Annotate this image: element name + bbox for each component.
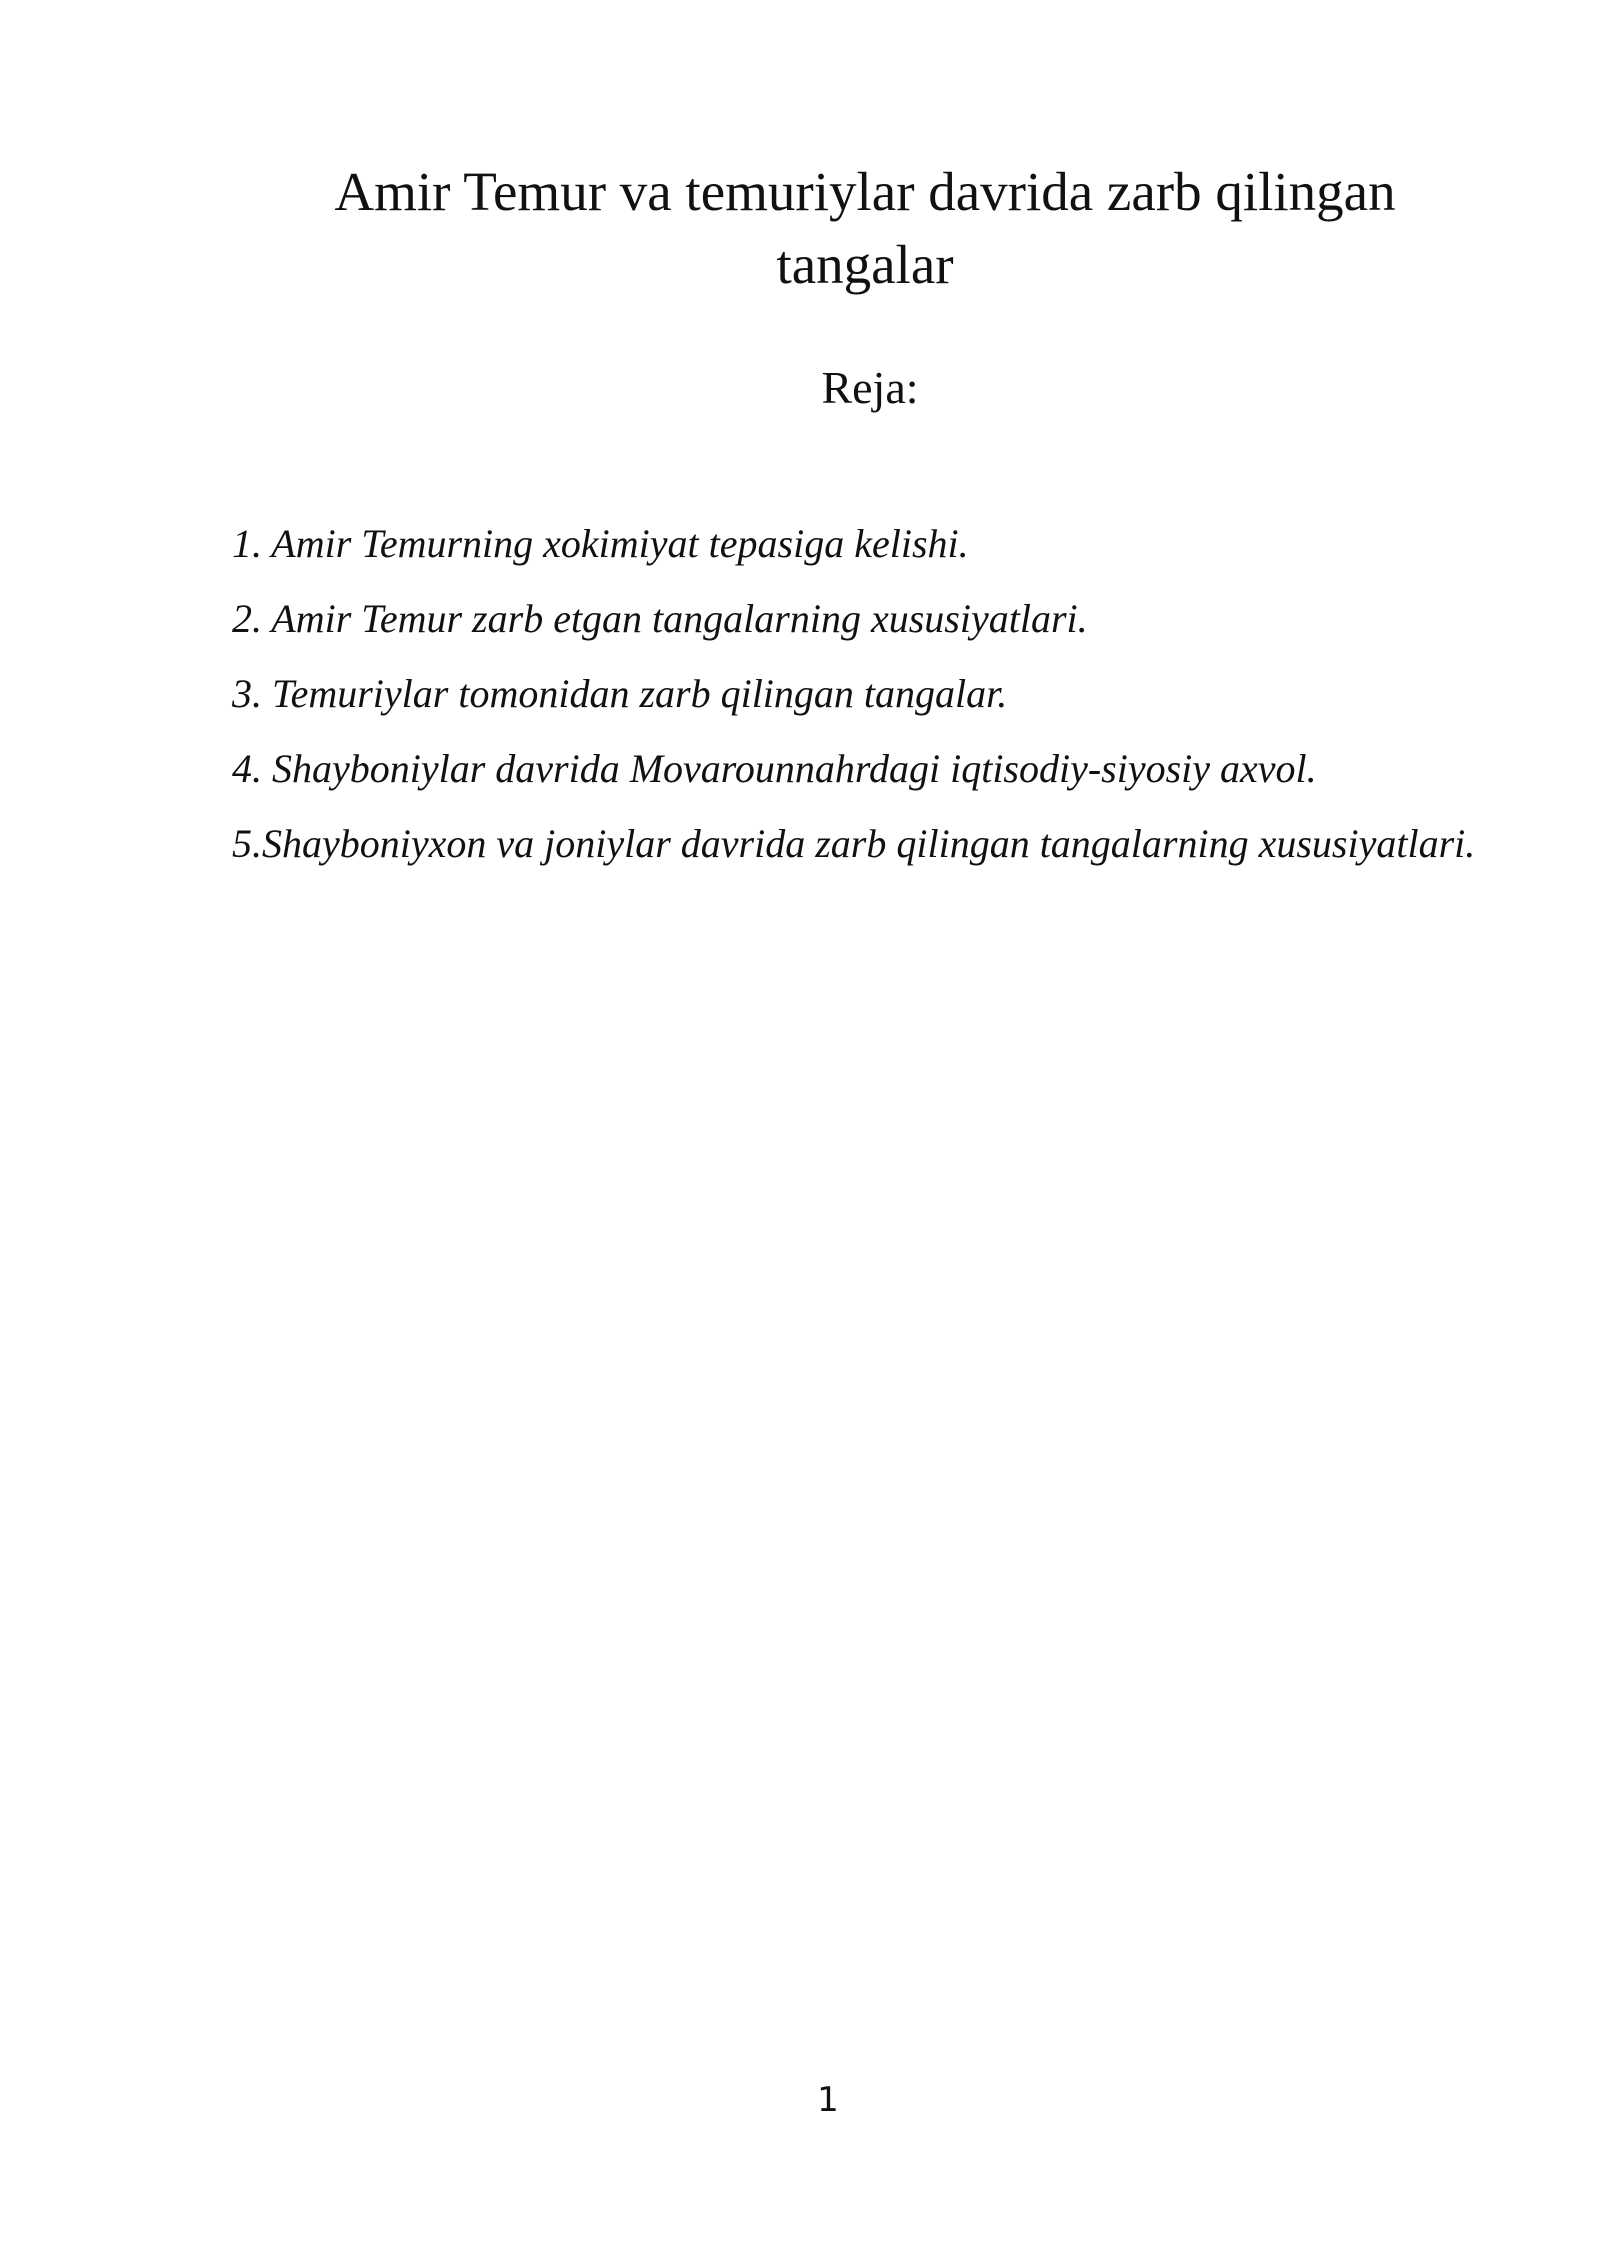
plan-item-1: 1. Amir Temurning xokimiyat tepasiga kelishi. [232,521,969,566]
plan-item-4: 4. Shayboniylar davrida Movarounnahrdagi iqtisodiy-siyosiy axvol. [232,746,1317,791]
plan-item-5: 5.Shayboniyxon va joniylar davrida zarb qilingan tangalarning xususiyatlari. [232,821,1476,866]
plan-item-3: 3. Temuriylar tomonidan zarb qilingan tangalar. [232,671,1008,716]
plan-list [150,506,1508,881]
plan-heading: Reja: [821,362,919,413]
page-number: 1 [817,2080,839,2120]
plan-item-2: 2. Amir Temur zarb etgan tangalarning xususiyatlari. [232,596,1088,641]
document-title: Amir Temur va temuriylar davrida zarb qilingan tangalar [334,161,1396,295]
